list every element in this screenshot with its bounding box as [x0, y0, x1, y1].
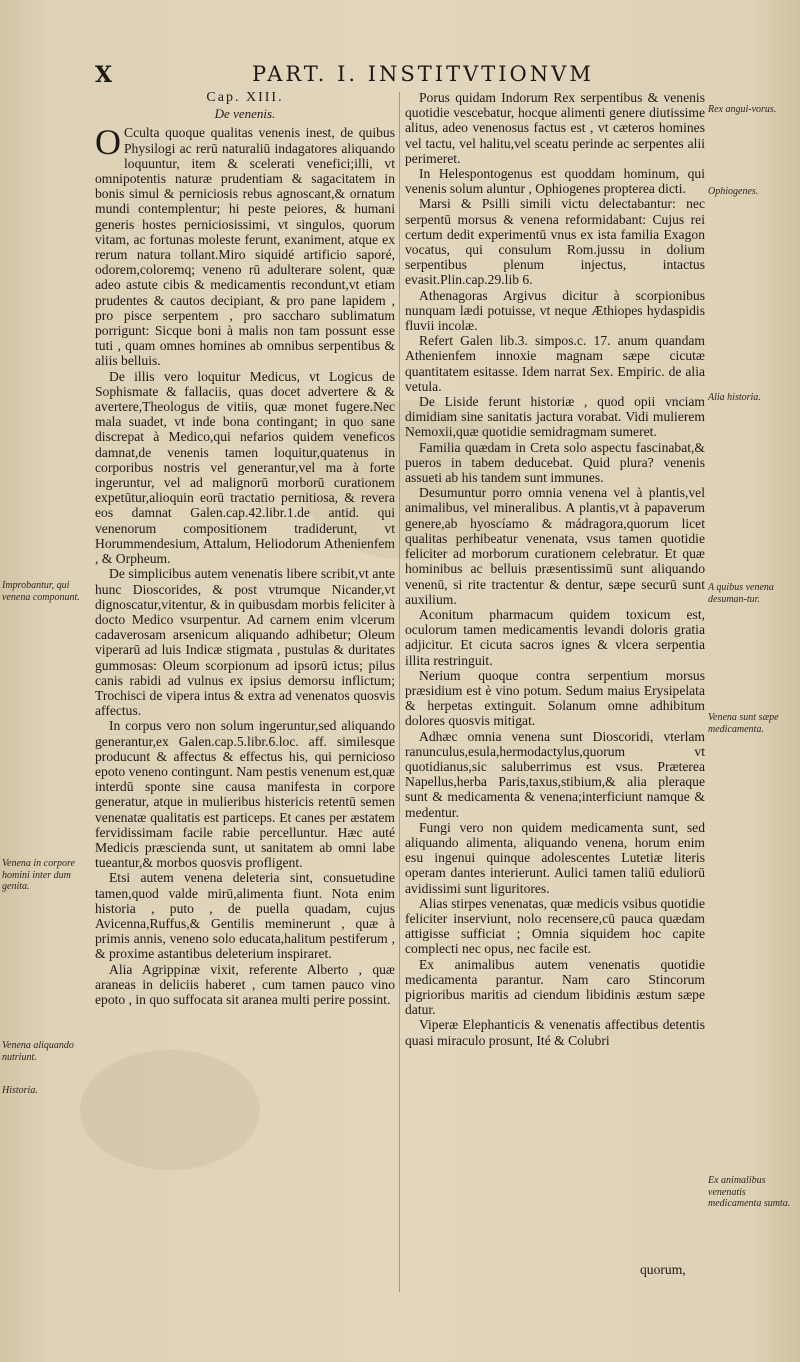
running-title: PART. I. INSTITVTIONVM [252, 62, 594, 86]
paragraph: Familia quædam in Creta solo aspectu fascinabat,& pueros in tabem deducebat. Quid plura? venenis assueti ab his tandem sunt immunes. [405, 439, 705, 486]
catchword: quorum, [640, 1262, 686, 1277]
paragraph: Ex animalibus autem venenatis quotidie medicamenta parantur. Nam caro Stincorum pigrioribus maritis ad ciendum libidinis æstum sæpe datur. [405, 956, 705, 1018]
margin-note: Venena aliquando nutriunt. [2, 1040, 74, 1063]
chapter-heading: Cap. XIII. [206, 90, 284, 105]
paragraph: Adhæc omnia venena sunt Dioscoridi, vterlam ranunculus,esula,hermodactylus,quorum vt quotidianus,sic saluberrimus est vsus. Præterea Napellus,herba Paris,taxus,stibium,& alia pleraque sunt & medicamenta & venena;interficiunt namque & medentur. [405, 728, 705, 820]
right-column [405, 90, 705, 1048]
paragraph: Athenagoras Argivus dicitur à scorpionibus nunquam lædi potuisse, vt neque Æthiopes hydaspidis fluvii incolæ. [405, 287, 705, 334]
paragraph: Fungi vero non quidem medicamenta sunt, sed aliquando alimenta, aliquando venena, horum enim esu ingenui quinque adolescentes Lutetiæ literis operam dantes interierunt. Aulici tamen taliū eduliorū avidissimi sunt liguritores. [405, 819, 705, 896]
paragraph: Nerium quoque contra serpentium morsus præsidium est è vino potum. Sedum maius Erysipelata & herpetas extinguit. Solanum omne adhibitum dolores quosvis mitigat. [405, 667, 705, 729]
margin-note: Venena sunt sæpe medicamenta. [708, 712, 779, 735]
paragraph: De Liside ferunt historiæ , quod opii vnciam dimidiam sine sanitatis jactura vorabat. Vidi mulierem Nemoxii,quæ quotidie semidragmam sumeret. [405, 394, 705, 440]
left-column [95, 90, 395, 1007]
paragraph: Marsi & Psilli simili victu delectabantur: nec serpentū morsus & venena reformidabant: Cujus rei certum dedit experimentū vnus ex ista familia Exagon vocatus, qui consulum Rom.jussu in dolium serpentibus plenum injectus, intactus evasit.Plin.cap.29.lib 6. [405, 196, 705, 288]
paragraph [95, 122, 395, 369]
paragraph: Alias stirpes venenatas, quæ medicis vsibus quotidie feliciter inserviunt, nolo recensere,cū pauca quædam attigisse sufficiat ; Omnia siquidem hoc capite complecti nec opus, nec facile est. [405, 895, 705, 957]
chapter-subtitle: De venenis. [214, 106, 276, 122]
paragraph: Refert Galen lib.3. simpos.c. 17. anum quandam Athenienfem innoxie magnam sæpe cicutæ quantitatem esitasse. Idem narrat Sex. Empiric. de alia vetula. [405, 333, 705, 394]
paragraph: Porus quidam Indorum Rex serpentibus & venenis quotidie vescebatur, hocque alimenti genere diutissime alitus, adeo venenosus factus est , vt cæteros homines vel tactu, vel halitu,vel sceatu perinde ac serpentes alii perimeret. [405, 90, 705, 166]
column-rule [399, 92, 400, 1292]
margin-note: Historia. [2, 1085, 38, 1096]
margin-note: Ex animalibus venenatis medicamenta sumta. [708, 1175, 791, 1209]
running-head [0, 62, 800, 92]
paragraph: Alia Agrippinæ vixit, referente Alberto , quæ araneas in deliciis haberet , cum tamen pauco vino epoto , in quo suffocata sit aranea multi perire possint. [95, 961, 395, 1007]
margin-note: Improbantur, qui venena componunt. [2, 580, 80, 603]
paragraph: Viperæ Elephanticis & venenatis affectibus detentis quasi miraculo prosunt, Ité & Colubri [405, 1017, 705, 1048]
paragraph: In corpus vero non solum ingeruntur,sed aliquando generantur,ex Galen.cap.5.libr.6.loc. aff. similesque producunt & affectus & effectus his, qui pernicioso epoto veneno contingunt. Nam pestis venenum est,quæ interdū sponte sine causa manifesta in corpore generatur, atque in mulieribus histericis retentū semen venenatæ qualitatis est particeps. Et canes per æstatem fervidissimam facile rabie percelluntur. Hæc auté Medicis præscienda sunt, ut sanitatem ab omni labe tueantur,& morbos quosvis profligent. [95, 718, 395, 871]
paragraph: De illis vero loquitur Medicus, vt Logicus de Sophismate & fallaciis, quas docet advertere & & avertere,Theologus de vitiis, quæ monet fugere.Nec mala suadet, vt inde bona contingant; in quo sane discrepat à Medico,qui nefarios quidem veneficos damnat,de venenis tamen loquitur,quatenus in corporibus nostris vel generantur,vel ma à forte ingeruntur, vel ad malignorū morborū curationem expetūtur,alioquin eorū tractatio pernitiosa, & revera eos damnat Galen.cap.42.libr.1.de antid. qui venenorum compositionem tradiderunt, vt Horummendesium, Attalum, Heliodorum Athenienfem , & Orpheum. [95, 368, 395, 567]
margin-note: A quibus venena desuman-tur. [708, 582, 774, 605]
margin-note: Alia historia. [708, 392, 761, 403]
margin-note: Rex angui-vorus. [708, 104, 777, 115]
drop-cap: O [95, 122, 121, 163]
page-folio: X [95, 62, 114, 88]
paragraph: De simplicibus autem venenatis libere scribit,vt ante hunc Dioscorides, & post vtrumque Nicander,vt dignoscatur,vitentur, & in quibusdam morbis feliciter à docto Medico vsurpentur. Ad carnem enim vlcerum cadaverosam arsenicum aliquando adhibetur; Oleum viperarū ad luis Indicæ stigmata , pustulas & duritates gummosas: Oleum scorpionum ad ipsorū ictus; pilus canis rabidi ad vulnus ex ipsius demorsu inflictum; Trochisci de vipera intus & extra ad venenatos quosvis affectus. [95, 566, 395, 719]
paragraph: Etsi autem venena deleteria sint, consuetudine tamen,quod valde mirū,alimenta fiunt. Nota enim historia , puto , de puella quadam, cujus Avicenna,Ruffus,& Gentilis meminerunt , quæ à primis annis, veneno solo educata,halitum pestiferum , & proxime astantibus deleterium inspiraret. [95, 870, 395, 962]
paper-stain [80, 1050, 260, 1170]
margin-note: Venena in corpore homini inter dum genita. [2, 858, 75, 892]
paragraph: Aconitum pharmacum quidem toxicum est, oculorum tamen medicamentis levandi doloris gratia adjicitur. Et cicuta sacros ignes & vlcera serpentia illita restringuit. [405, 606, 705, 668]
margin-note: Ophiogenes. [708, 186, 759, 197]
paragraph: In Helespontogenus est quoddam hominum, qui venenis solum aluntur , Ophiogenes propterea dicti. [405, 166, 705, 197]
paragraph: Desumuntur porro omnia venena vel à plantis,vel animalibus, vel mineralibus. A plantis,vt à papaverum genere,ab hyoscíamo & mádragora,quorum licet qualitas perhibeatur venenata, vsus tamen quotidie feliciter ad morborum curationem celebratur. Et quæ hominibus ac belluis præsentissimū sunt aliquando venenū, si rite tractentur & dentur, sæpe securū sunt auxilium. [405, 485, 705, 607]
paragraph-text: Cculta quoque qualitas venenis inest, de quibus Physilogi ac rerū naturaliū indagatores aliquando loquuntur, item & scelerati venefici;illi, vt omnipotentis naturæ prudentiam & sagacitatem in bonis simul & perniciosis rebus agnoscant,& ornatum mundi contemplentur; hi peste peiores, & humani generis hostes perniciosissimi, vt singulos, quorum vitam, ac fortunas moleste ferunt, exaniment, atque ex rerum natura tollant.Miro siquidé artificio saporé, odorem,coloremq; veneno rū adulterare solent, quæ adeo astute cibis & medicamentis recondunt,vt etiam prudentes & cautos decipiant, & pro pane lapidem , pro pisce serpentem , pro saccharo sublimatum porrigunt: Sicque boni à malis non tam possunt esse tuti , quam omnes homines ab omnibus serpentibus & aliis belluis. [95, 125, 395, 369]
